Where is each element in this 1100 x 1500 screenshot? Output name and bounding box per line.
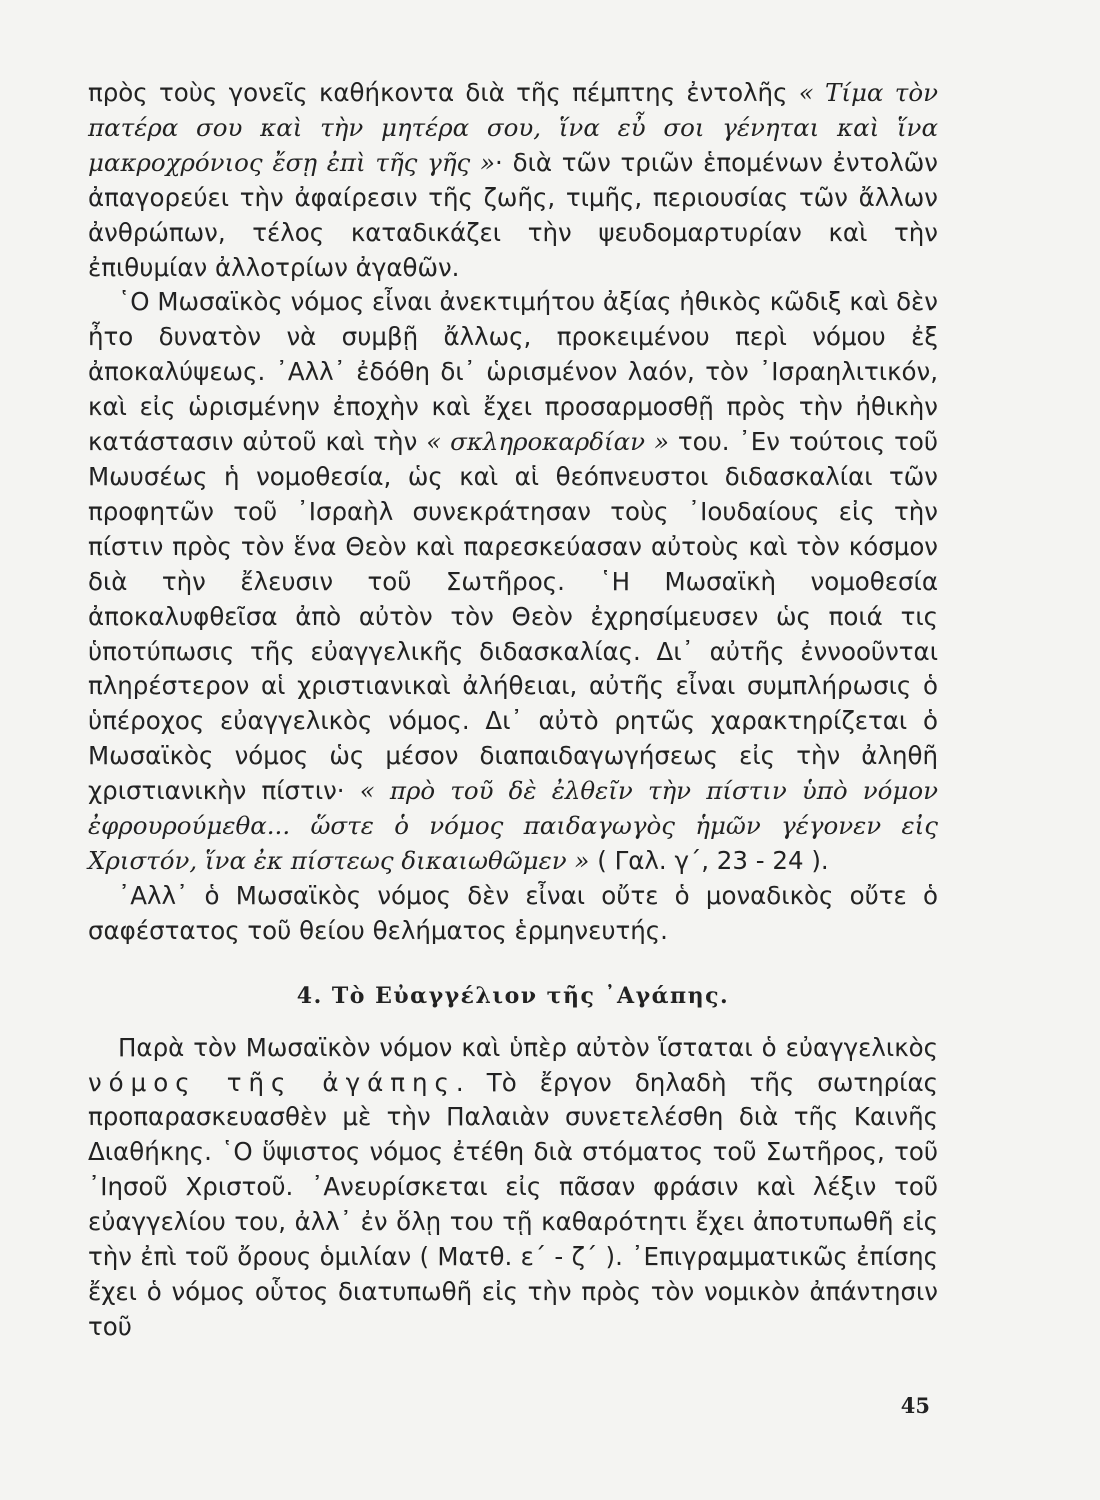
paragraph-text: · διὰ τῶν τριῶν ἑπομένων ἐντολῶν ἀπαγορεύει τὴν ἀφαίρεσιν τῆς ζωῆς, τιμῆς, περιουσίας τῶν ἄλλων ἀνθρώπων, τέλος καταδικάζει τὴν ψευδομαρτυρίαν καὶ τὴν ἐπιθυμίαν ἀλλοτρίων ἀγαθῶν. xyxy=(88,147,938,282)
page-number: 45 xyxy=(900,1393,930,1418)
paragraph-text: . Τὸ ἔργον δηλαδὴ τῆς σωτηρίας προπαρασκευασθὲν μὲ τὴν Παλαιὰν συνετελέσθη διὰ τῆς Καινῆς Διαθήκης. ῾Ο ὕψιστος νόμος ἐτέθη διὰ στόματος τοῦ Σωτῆρος, τοῦ ᾿Ιησοῦ Χριστοῦ. ᾿Ανευρίσκεται εἰς πᾶσαν φράσιν καὶ λέξιν τοῦ εὐαγγελίου του, ἀλλ᾿ ἐν ὅλῃ του τῇ καθαρότητι ἔχει ἀποτυπωθῆ εἰς τὴν ἐπὶ τοῦ ὄρους ὁμιλίαν ( Ματθ. ε΄ - ζ΄ ). ᾿Επιγραμματικῶς ἐπίσης ἔχει ὁ νόμος οὗτος διατυπωθῆ εἰς τὴν πρὸς τὸν νομικὸν ἀπάντησιν τοῦ xyxy=(88,1067,938,1341)
paragraph-text: του. ᾿Εν τούτοις τοῦ Μωυσέως ἡ νομοθεσία, ὡς καὶ αἱ θεόπνευστοι διδασκαλίαι τῶν προφητῶν τοῦ ᾿Ισραὴλ συνεκράτησαν τοὺς ᾿Ιουδαίους εἰς τὴν πίστιν πρὸς τὸν ἕνα Θεὸν καὶ παρεσκεύασαν αὐτοὺς καὶ τὸν κόσμον διὰ τὴν ἔλευσιν τοῦ Σωτῆρος. ῾Η Μωσαϊκὴ νομοθεσία ἀποκαλυφθεῖσα ἀπὸ αὐτὸν τὸν Θεὸν ἐχρησίμευσεν ὡς ποιά τις ὑποτύπωσις τῆς εὐαγγελικῆς διδασκαλίας. Δι᾿ αὐτῆς ἐννοοῦνται πληρέστερον αἱ χριστιανικαὶ ἀλήθειαι, αὐτῆς εἶναι συμπλήρωσις ὁ ὑπέροχος εὐαγγελικὸς νόμος. Δι᾿ αὐτὸ ρητῶς χαρακτηρίζεται ὁ Μωσαϊκὸς νόμος ὡς μέσον διαπαιδαγωγήσεως εἰς τὴν ἀληθῆ χριστιανικὴν πίστιν· xyxy=(88,427,938,806)
scripture-quote: « Τίμα τὸν πατέρα σου καὶ τὴν μητέρα σου, ἵνα εὖ σοι γένηται καὶ ἵνα μακροχρόνιος ἔσῃ ἐπὶ τῆς γῆς » xyxy=(88,78,938,177)
section-heading: 4. Τὸ Εὐαγγέλιον τῆς ᾿Αγάπης. xyxy=(296,982,730,1009)
emphasized-phrase: νόμος τῆς ἀγάπης xyxy=(88,1067,456,1097)
paragraph-gospel-of-love xyxy=(88,1031,938,1345)
paragraph-text: Παρὰ τὸν Μωσαϊκὸν νόμον καὶ ὑπὲρ αὐτὸν ἵσταται ὁ εὐαγγελικὸς xyxy=(118,1032,938,1062)
paragraph-commandments xyxy=(88,76,938,285)
citation: ( Γαλ. γ΄, 23 - 24 ). xyxy=(589,845,829,875)
paragraph-text: ῾Ο Μωσαϊκὸς νόμος εἶναι ἀνεκτιμήτου ἀξίας ἠθικὸς κῶδιξ καὶ δὲν ἦτο δυνατὸν νὰ συμβῇ ἄλλως, προκειμένου περὶ νόμου ἐξ ἀποκαλύψεως. ᾿Αλλ᾿ ἐδόθη δι᾿ ὡρισμένον λαόν, τὸν ᾿Ισραηλιτικόν, καὶ εἰς ὡρισμένην ἐποχὴν καὶ ἔχει προσαρμοσθῇ πρὸς τὴν ἠθικὴν κατάστασιν αὐτοῦ καὶ τὴν xyxy=(88,287,938,457)
scripture-quote: « πρὸ τοῦ δὲ ἐλθεῖν τὴν πίστιν ὑπὸ νόμον ἐφρουρούμεθα... ὥστε ὁ νόμος παιδαγωγὸς ἡμῶν γέγονεν εἰς Χριστόν, ἵνα ἐκ πίστεως δικαιωθῶμεν » xyxy=(88,776,938,875)
paragraph-text: ᾿Αλλ᾿ ὁ Μωσαϊκὸς νόμος δὲν εἶναι οὔτε ὁ μοναδικὸς οὔτε ὁ σαφέστατος τοῦ θείου θελήματος ἑρμηνευτής. xyxy=(88,880,938,945)
paragraph-text: πρὸς τοὺς γονεῖς καθήκοντα διὰ τῆς πέμπτης ἐντολῆς xyxy=(88,78,799,107)
paragraph-not-unique xyxy=(88,879,938,949)
inline-quote: « σκληροκαρδίαν » xyxy=(426,427,669,457)
page-body xyxy=(88,76,938,1345)
paragraph-mosaic-law xyxy=(88,285,938,878)
